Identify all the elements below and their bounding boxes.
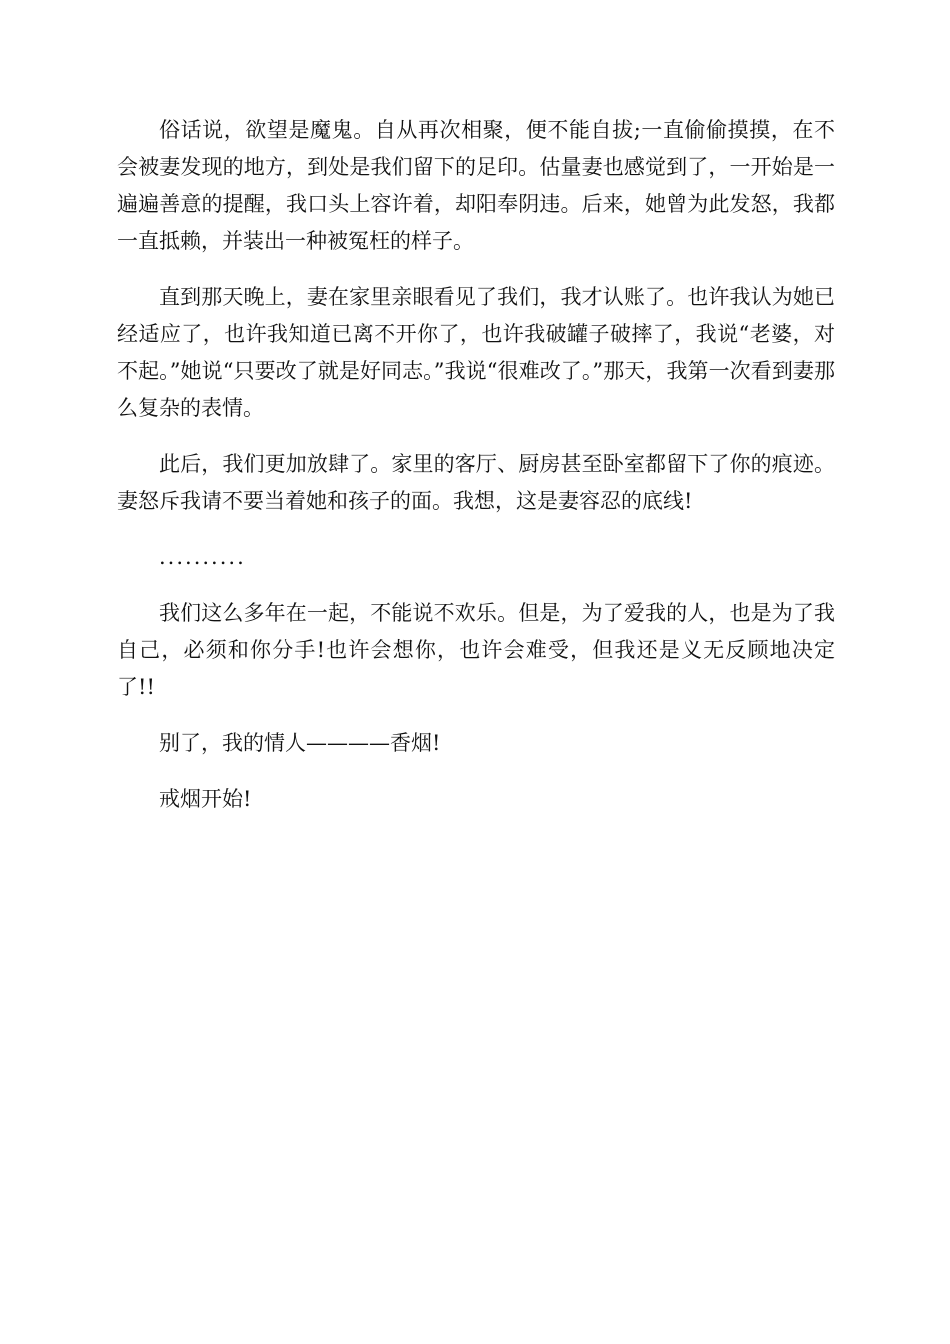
document-body xyxy=(117,112,835,837)
paragraph-3: 此后，我们更加放肆了。家里的客厅、厨房甚至卧室都留下了你的痕迹。妻怒斥我请不要当着她和孩子的面。我想，这是妻容忍的底线! xyxy=(117,452,835,513)
paragraph-1: 俗话说，欲望是魔鬼。自从再次相聚，便不能自拔;一直偷偷摸摸，在不会被妻发现的地方，到处是我们留下的足印。估量妻也感觉到了，一开始是一遍遍善意的提醒，我口头上容许着，却阳奉阴违。后来，她曾为此发怒，我都一直抵赖，并装出一种被冤枉的样子。 xyxy=(117,118,835,253)
paragraph-6: 戒烟开始! xyxy=(159,787,252,811)
paragraph-5: 别了，我的情人————香烟! xyxy=(159,731,441,755)
ellipsis-separator: .......... xyxy=(159,545,246,569)
paragraph-4: 我们这么多年在一起，不能说不欢乐。但是，为了爱我的人，也是为了我自己，必须和你分手!也许会想你，也许会难受，但我还是义无反顾地决定了!! xyxy=(117,601,835,699)
paragraph-2: 直到那天晚上，妻在家里亲眼看见了我们，我才认账了。也许我认为她已经适应了，也许我知道已离不开你了，也许我破罐子破摔了，我说“老婆，对不起。”她说“只要改了就是好同志。”我说“很难改了。”那天，我第一次看到妻那么复杂的表情。 xyxy=(117,285,835,420)
